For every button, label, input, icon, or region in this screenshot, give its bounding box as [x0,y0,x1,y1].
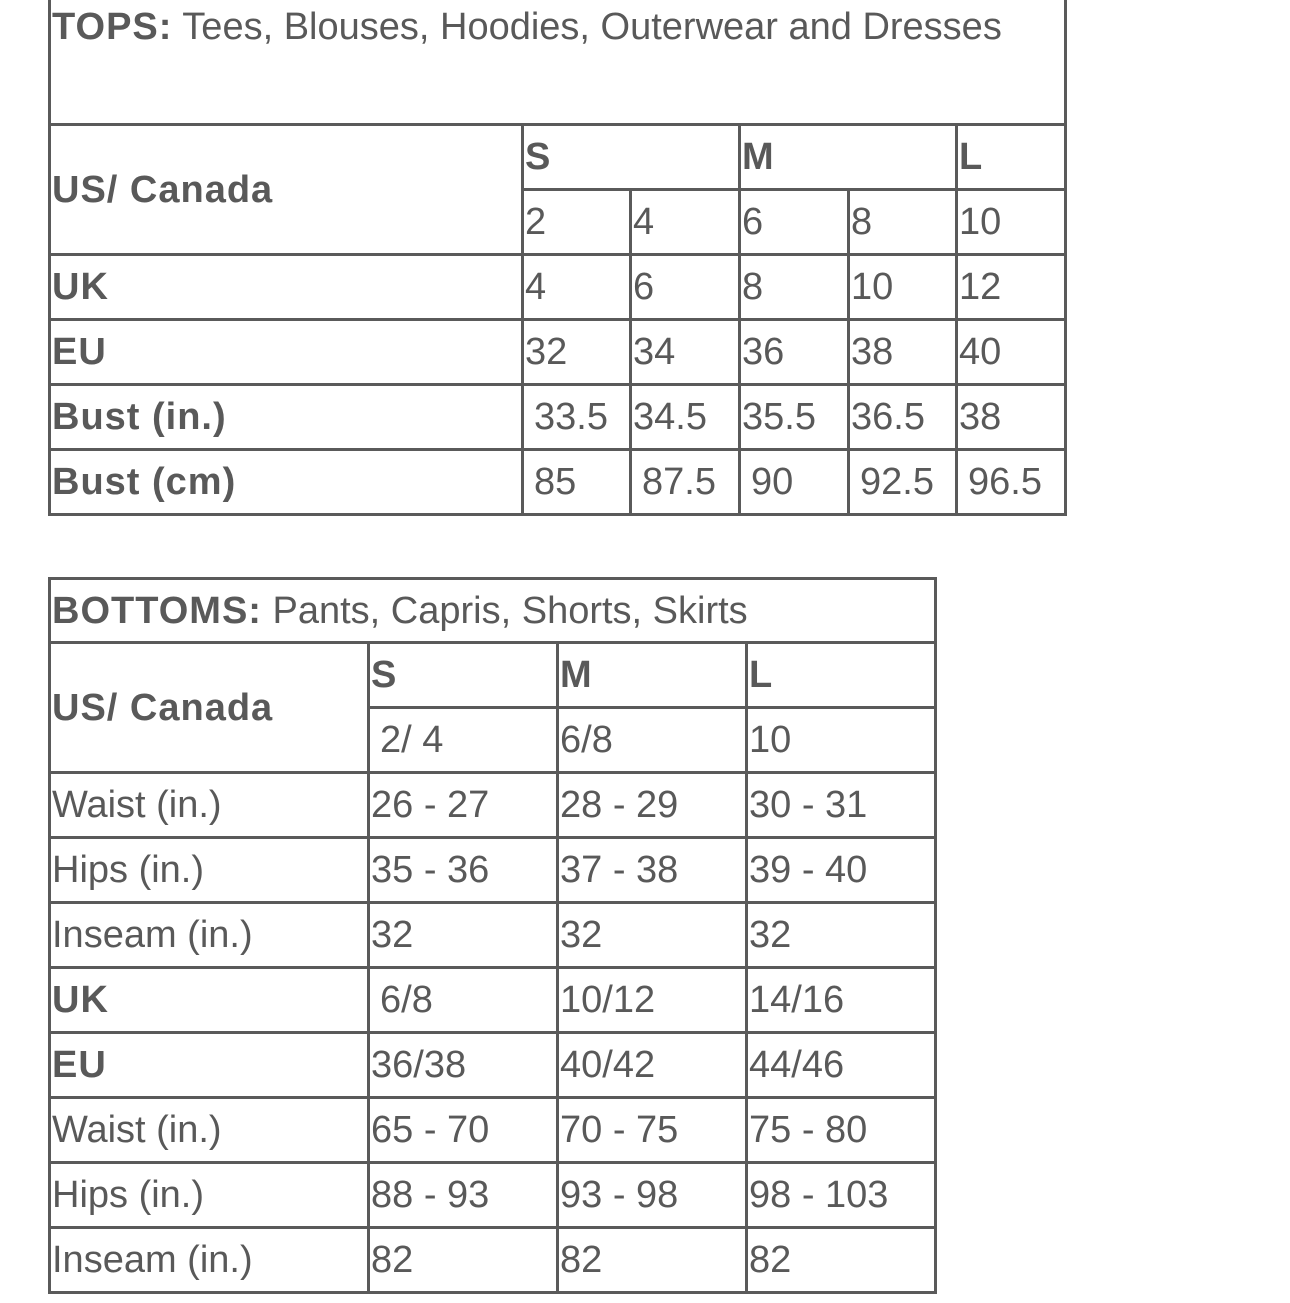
bottoms-cell: 26 - 27 [370,774,559,839]
tops-title-rest: Tees, Blouses, Hoodies, Outerwear and Dresses [172,6,1002,48]
bottoms-row [48,1034,937,1099]
bottoms-row-label: Hips (in.) [48,1164,370,1229]
tops-cell: 40 [958,321,1067,386]
bottoms-cell: 82 [559,1229,748,1294]
bottoms-size-group-l: L [748,644,937,709]
tops-cell: 34 [632,321,741,386]
bottoms-size-group-s: S [370,644,559,709]
bottoms-row [48,1099,937,1164]
bottoms-cell: 30 - 31 [748,774,937,839]
tops-size-group-s: S [524,126,741,191]
tops-cell: 87.5 [632,451,741,516]
bottoms-row-label: EU [48,1034,370,1099]
bottoms-us-canada-label: US/ Canada [48,644,370,774]
tops-cell: 35.5 [741,386,850,451]
tops-row-bust-cm [48,451,1067,516]
bottoms-cell: 32 [370,904,559,969]
tops-size-group-m: M [741,126,958,191]
bottoms-cell: 28 - 29 [559,774,748,839]
tops-cell: 33.5 [524,386,632,451]
bottoms-cell: 40/42 [559,1034,748,1099]
bottoms-cell: 14/16 [748,969,937,1034]
bottoms-cell: 36/38 [370,1034,559,1099]
tops-cell: 36.5 [850,386,958,451]
tops-cell: 34.5 [632,386,741,451]
bottoms-cell: 82 [370,1229,559,1294]
tops-size-table [48,0,1067,516]
bottoms-cell: 70 - 75 [559,1099,748,1164]
bottoms-size-group-row [48,644,937,709]
bottoms-row [48,774,937,839]
bottoms-title [48,577,937,644]
tops-us-size: 2 [524,191,632,256]
bottoms-size-group-m: M [559,644,748,709]
bottoms-row [48,1229,937,1294]
bottoms-size-table [48,577,937,1294]
bottoms-title-row [48,577,937,644]
bottoms-row-label: Waist (in.) [48,1099,370,1164]
tops-cell: 90 [741,451,850,516]
tops-cell: 96.5 [958,451,1067,516]
bottoms-title-bold: BOTTOMS: [52,589,262,632]
bottoms-cell: 82 [748,1229,937,1294]
tops-us-canada-label: US/ Canada [48,126,524,256]
bottoms-cell: 88 - 93 [370,1164,559,1229]
tops-us-size: 8 [850,191,958,256]
bottoms-cell: 32 [748,904,937,969]
tops-cell: 32 [524,321,632,386]
tops-row-eu [48,321,1067,386]
tops-cell: 85 [524,451,632,516]
bottoms-row-label: Inseam (in.) [48,904,370,969]
tops-cell: 4 [524,256,632,321]
bottoms-us-size: 2/ 4 [370,709,559,774]
bottoms-cell: 10/12 [559,969,748,1034]
tops-us-size: 4 [632,191,741,256]
bottoms-cell: 35 - 36 [370,839,559,904]
bottoms-cell: 6/8 [370,969,559,1034]
tops-cell: 36 [741,321,850,386]
tops-row-label: UK [48,256,524,321]
bottoms-cell: 65 - 70 [370,1099,559,1164]
tops-us-size: 6 [741,191,850,256]
bottoms-row-label: Inseam (in.) [48,1229,370,1294]
tops-row-uk [48,256,1067,321]
tops-us-size: 10 [958,191,1067,256]
bottoms-cell: 75 - 80 [748,1099,937,1164]
bottoms-row [48,839,937,904]
tops-row-label: Bust (cm) [48,451,524,516]
tops-row-bust-in [48,386,1067,451]
tops-title [48,0,1067,126]
tops-size-group-l: L [958,126,1067,191]
bottoms-row-label: Hips (in.) [48,839,370,904]
bottoms-cell: 37 - 38 [559,839,748,904]
tops-cell: 10 [850,256,958,321]
bottoms-title-rest: Pants, Capris, Shorts, Skirts [261,589,748,632]
tops-cell: 92.5 [850,451,958,516]
bottoms-cell: 39 - 40 [748,839,937,904]
bottoms-cell: 32 [559,904,748,969]
bottoms-row [48,904,937,969]
tops-row-label: Bust (in.) [48,386,524,451]
bottoms-row [48,1164,937,1229]
bottoms-row-label: Waist (in.) [48,774,370,839]
bottoms-row-label: UK [48,969,370,1034]
tops-row-label: EU [48,321,524,386]
bottoms-cell: 98 - 103 [748,1164,937,1229]
tops-cell: 6 [632,256,741,321]
tops-title-row [48,0,1067,126]
bottoms-us-size: 6/8 [559,709,748,774]
tops-cell: 38 [958,386,1067,451]
bottoms-cell: 93 - 98 [559,1164,748,1229]
tops-title-bold: TOPS: [52,6,173,48]
tops-size-group-row [48,126,1067,191]
bottoms-row [48,969,937,1034]
bottoms-us-size: 10 [748,709,937,774]
tops-cell: 12 [958,256,1067,321]
tops-cell: 38 [850,321,958,386]
bottoms-cell: 44/46 [748,1034,937,1099]
tops-cell: 8 [741,256,850,321]
